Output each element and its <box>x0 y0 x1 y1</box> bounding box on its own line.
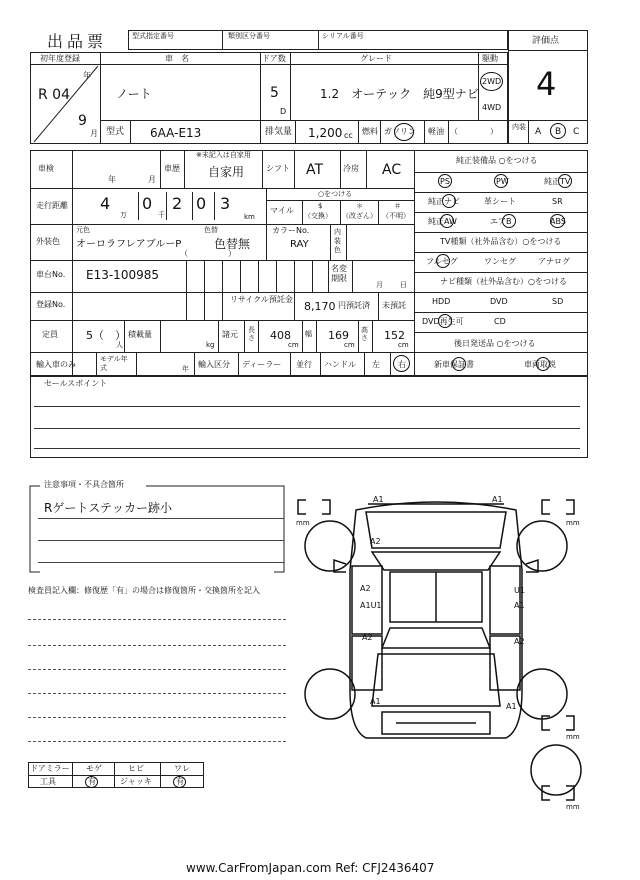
equip-ps-circle <box>438 174 452 188</box>
mirror-ware: ワレ <box>174 764 190 773</box>
year-unit: 年 <box>83 71 91 80</box>
interior-circle <box>550 123 566 139</box>
jack-value: 有 <box>176 777 184 786</box>
mileage-type-tampered: （改ざん） <box>342 212 377 220</box>
interior-a: A <box>535 127 542 137</box>
displacement-unit: cc <box>344 131 353 140</box>
later-warranty-circle <box>452 357 466 371</box>
import-label: 輸入車のみ <box>36 360 76 369</box>
later-manual: 車両取説 <box>524 360 556 369</box>
equip-pw-circle <box>494 174 508 188</box>
mm-front-left: mm <box>296 519 310 527</box>
fuel-gasoline: ガソリン <box>384 127 416 136</box>
mileage-type-dollar: $ <box>318 202 323 210</box>
shift-label: シフト <box>266 164 290 173</box>
grade-value: 1.2 オーテック 純9型ナビ <box>320 87 479 101</box>
first-reg-label: 初年度登録 <box>40 54 80 63</box>
length-label: 長さ <box>248 326 255 342</box>
interior-label: 内装 <box>512 123 526 131</box>
capacity-value: 5（ ） <box>86 329 126 342</box>
sheet-title: 出品票 <box>47 32 108 51</box>
mm-spare: mm <box>566 803 580 811</box>
equip-sr: SR <box>552 197 563 206</box>
grade-label: グレード <box>360 54 392 63</box>
sales-point-label: セールスポイント <box>44 379 108 388</box>
mark-front-bumper-right: A1 <box>492 495 503 504</box>
mark-rear-fender-left: A1 <box>370 697 381 706</box>
tv-fullseg-circle <box>436 254 450 268</box>
mileage-type-exchange: （交換） <box>304 212 332 220</box>
mileage-type-mile: マイル <box>270 206 294 215</box>
mark-rear-door-left: A2 <box>362 633 373 642</box>
tv-fullseg: フルセグ <box>426 257 458 266</box>
capacity-label: 定員 <box>42 330 58 339</box>
equip-pw: PW <box>496 177 509 186</box>
inspector-label: 検査員記入欄：修復歴「有」の場合は修復箇所・交換箇所を記入 <box>28 586 260 595</box>
height-label: 高さ <box>361 326 368 342</box>
first-reg-era: R 04 <box>38 87 70 103</box>
fuel-diesel: 軽油 <box>428 127 444 136</box>
repaint-label: 色替 <box>204 226 218 234</box>
name-change-day: 日 <box>400 281 407 289</box>
color-no-value: RAY <box>290 239 309 250</box>
recycle-label: リサイクル預託金 <box>230 295 293 304</box>
equip-aw-circle <box>440 214 454 228</box>
first-reg-month: 9 <box>78 113 87 129</box>
mileage-circle-note: ○をつける <box>318 190 353 198</box>
interior-b: B <box>555 127 562 137</box>
tv-analog: アナログ <box>538 257 570 266</box>
repaint-paren: （ ） <box>180 249 236 258</box>
orig-color-value: オーロラフレアブルーP <box>76 239 182 250</box>
tool-label: 工具 <box>40 777 56 786</box>
mileage-type-hash: ＃ <box>394 202 401 210</box>
equip-airbag-circle <box>502 214 516 228</box>
sales-point-box <box>30 376 588 458</box>
drive-2wd: 2WD <box>482 77 502 86</box>
equip-navi: 純正ナビ <box>428 197 460 206</box>
rating-value: 4 <box>536 65 557 103</box>
dims-label: 諸元 <box>222 330 238 339</box>
shift-value: AT <box>306 162 324 178</box>
model-code: 6AA-E13 <box>150 126 202 140</box>
mark-front-door-right-2: A1 <box>514 601 525 610</box>
tv-oneseg: ワンセグ <box>484 257 516 266</box>
rating-label: 評価点 <box>532 36 560 46</box>
jack-circle <box>173 776 186 788</box>
mileage-type-star: ＊ <box>356 202 363 210</box>
door-type: D <box>280 107 287 116</box>
length-unit: cm <box>288 341 299 349</box>
fuel-other: （ ） <box>450 127 498 136</box>
displacement-label: 排気量 <box>265 127 293 137</box>
navi-dvd-circle <box>438 314 452 328</box>
mark-front-bumper-left: A1 <box>373 495 384 504</box>
repaint-value: 色替無 <box>214 237 251 251</box>
color-label: 外装色 <box>36 237 60 246</box>
inspection-month-unit: 月 <box>148 175 156 184</box>
drive-label: 駆動 <box>482 54 498 63</box>
model-year-unit: 年 <box>182 365 189 373</box>
load-unit: kg <box>206 341 215 349</box>
height-unit: cm <box>398 341 409 349</box>
fuel-label: 燃料 <box>362 127 378 136</box>
mark-front-door-left: A2 <box>360 584 371 593</box>
mileage-label: 走行距離 <box>36 201 68 210</box>
mileage-digit-5: 3 <box>220 194 231 213</box>
width-label: 幅 <box>305 330 312 338</box>
navi-hdd: HDD <box>432 297 451 306</box>
month-unit: 月 <box>90 129 98 138</box>
length-value: 408 <box>270 329 291 342</box>
equip-navi-circle <box>442 194 456 208</box>
displacement-value: 1,200 <box>308 126 343 140</box>
type-no-label: 型式指定番号 <box>132 32 174 40</box>
name-change-month: 月 <box>376 281 383 289</box>
inspection-year-unit: 年 <box>108 175 116 184</box>
notes-title: 注意事項・不具合箇所 <box>44 480 124 489</box>
later-warranty: 新車保証書 <box>434 360 474 369</box>
notes-line-1: Rゲートステッカー跡小 <box>44 501 172 515</box>
mm-front-right: mm <box>566 519 580 527</box>
mileage-digit-2: 0 <box>142 194 153 213</box>
drive-4wd: 4WD <box>482 103 502 112</box>
tv-title: TV種類（社外品含む）○をつける <box>440 237 562 246</box>
door-label: ドア数 <box>262 54 286 63</box>
history-label: 車歴 <box>164 164 180 173</box>
fuel-circle <box>394 123 414 141</box>
height-value: 152 <box>384 329 405 342</box>
mirror-hibi: ヒビ <box>128 764 144 773</box>
mileage-digit-4: 0 <box>196 194 207 213</box>
recycle-amount: 8,170 <box>304 300 336 313</box>
car-name: ノート <box>116 87 152 101</box>
handle-label: ハンドル <box>324 360 356 369</box>
chassis-label: 車台No. <box>36 270 66 279</box>
equip-leather: 革シート <box>484 197 516 206</box>
navi-sd: SD <box>552 297 564 306</box>
navi-title: ナビ種類（社外品含む）○をつける <box>440 277 567 286</box>
serial-no-label: シリアル番号 <box>322 32 364 40</box>
history-note: ※未記入は自家用 <box>196 151 251 159</box>
jack-label: ジャッキ <box>120 777 152 786</box>
navi-cd: CD <box>494 317 506 326</box>
mark-front-door-right: U1 <box>514 586 525 595</box>
handle-circle <box>393 355 410 372</box>
mark-rear-fender-right: A1 <box>506 702 517 711</box>
later-manual-circle <box>536 357 550 371</box>
width-unit: cm <box>344 341 355 349</box>
mileage-digit-1: 4 <box>100 194 111 213</box>
interior-color-label: 内装色 <box>334 228 341 254</box>
car-name-label: 車 名 <box>165 54 189 63</box>
handle-left: 左 <box>372 360 380 369</box>
interior-c: C <box>573 127 580 137</box>
tool-circle <box>85 776 98 788</box>
mirror-label: ドアミラー <box>30 764 70 773</box>
equip-title: 純正装備品 ○をつける <box>456 156 538 165</box>
drive-circle <box>480 72 503 91</box>
width-value: 169 <box>328 329 349 342</box>
equip-tv-circle <box>558 174 572 188</box>
mileage-sen-unit: 千 <box>158 211 165 219</box>
mileage-unit: km <box>244 213 255 221</box>
navi-dvd: DVD <box>490 297 508 306</box>
equip-abs-circle <box>550 214 565 228</box>
footer-reference: www.CarFromJapan.com Ref: CFJ2436407 <box>186 861 435 875</box>
chassis-value: E13-100985 <box>86 268 159 282</box>
tool-value: 有 <box>88 777 96 786</box>
recycle-unpaid: 未預託 <box>382 301 406 310</box>
ac-value: AC <box>382 162 402 178</box>
equip-aw: 純正AW <box>428 217 457 226</box>
mark-front-fender-left: A2 <box>370 537 381 546</box>
history-value: 自家用 <box>208 165 245 179</box>
ac-label: 冷房 <box>343 164 359 173</box>
equip-ps: PS <box>440 177 450 186</box>
import-parallel: 並行 <box>296 360 312 369</box>
color-no-label: カラーNo. <box>272 226 310 235</box>
equip-airbag: エアB <box>490 217 512 226</box>
mm-rear-right: mm <box>566 733 580 741</box>
equip-tv: 純正TV <box>544 177 571 186</box>
orig-color-label: 元色 <box>76 226 90 234</box>
reg-label: 登録No. <box>36 300 66 309</box>
mileage-man-unit: 万 <box>120 211 127 219</box>
car-damage-diagram <box>286 480 598 810</box>
name-change-label: 名変期限 <box>331 264 347 283</box>
load-label: 積載量 <box>128 330 152 339</box>
recycle-unit: 円預託済 <box>338 301 370 310</box>
handle-right: 右 <box>398 360 406 369</box>
model-year-label: モデル年式 <box>100 355 128 372</box>
door-count: 5 <box>270 85 279 101</box>
import-type-label: 輸入区分 <box>198 360 230 369</box>
navi-dvd-play: DVD再生可 <box>422 317 464 326</box>
mileage-type-unknown: （不明） <box>382 212 410 220</box>
mark-rear-door-right: A2 <box>514 637 525 646</box>
model-label: 型式 <box>106 127 125 137</box>
mileage-digit-3: 2 <box>172 194 183 213</box>
mark-front-door-left-2: A1U1 <box>360 601 382 610</box>
equip-abs: ABS <box>550 217 566 226</box>
class-no-label: 類別区分番号 <box>228 32 270 40</box>
capacity-unit: 人 <box>116 341 123 349</box>
mirror-moge: モゲ <box>86 764 102 773</box>
inspection-label: 車検 <box>38 164 54 173</box>
import-dealer: ディーラー <box>242 360 282 369</box>
later-title: 後日発送品 ○をつける <box>454 339 536 348</box>
